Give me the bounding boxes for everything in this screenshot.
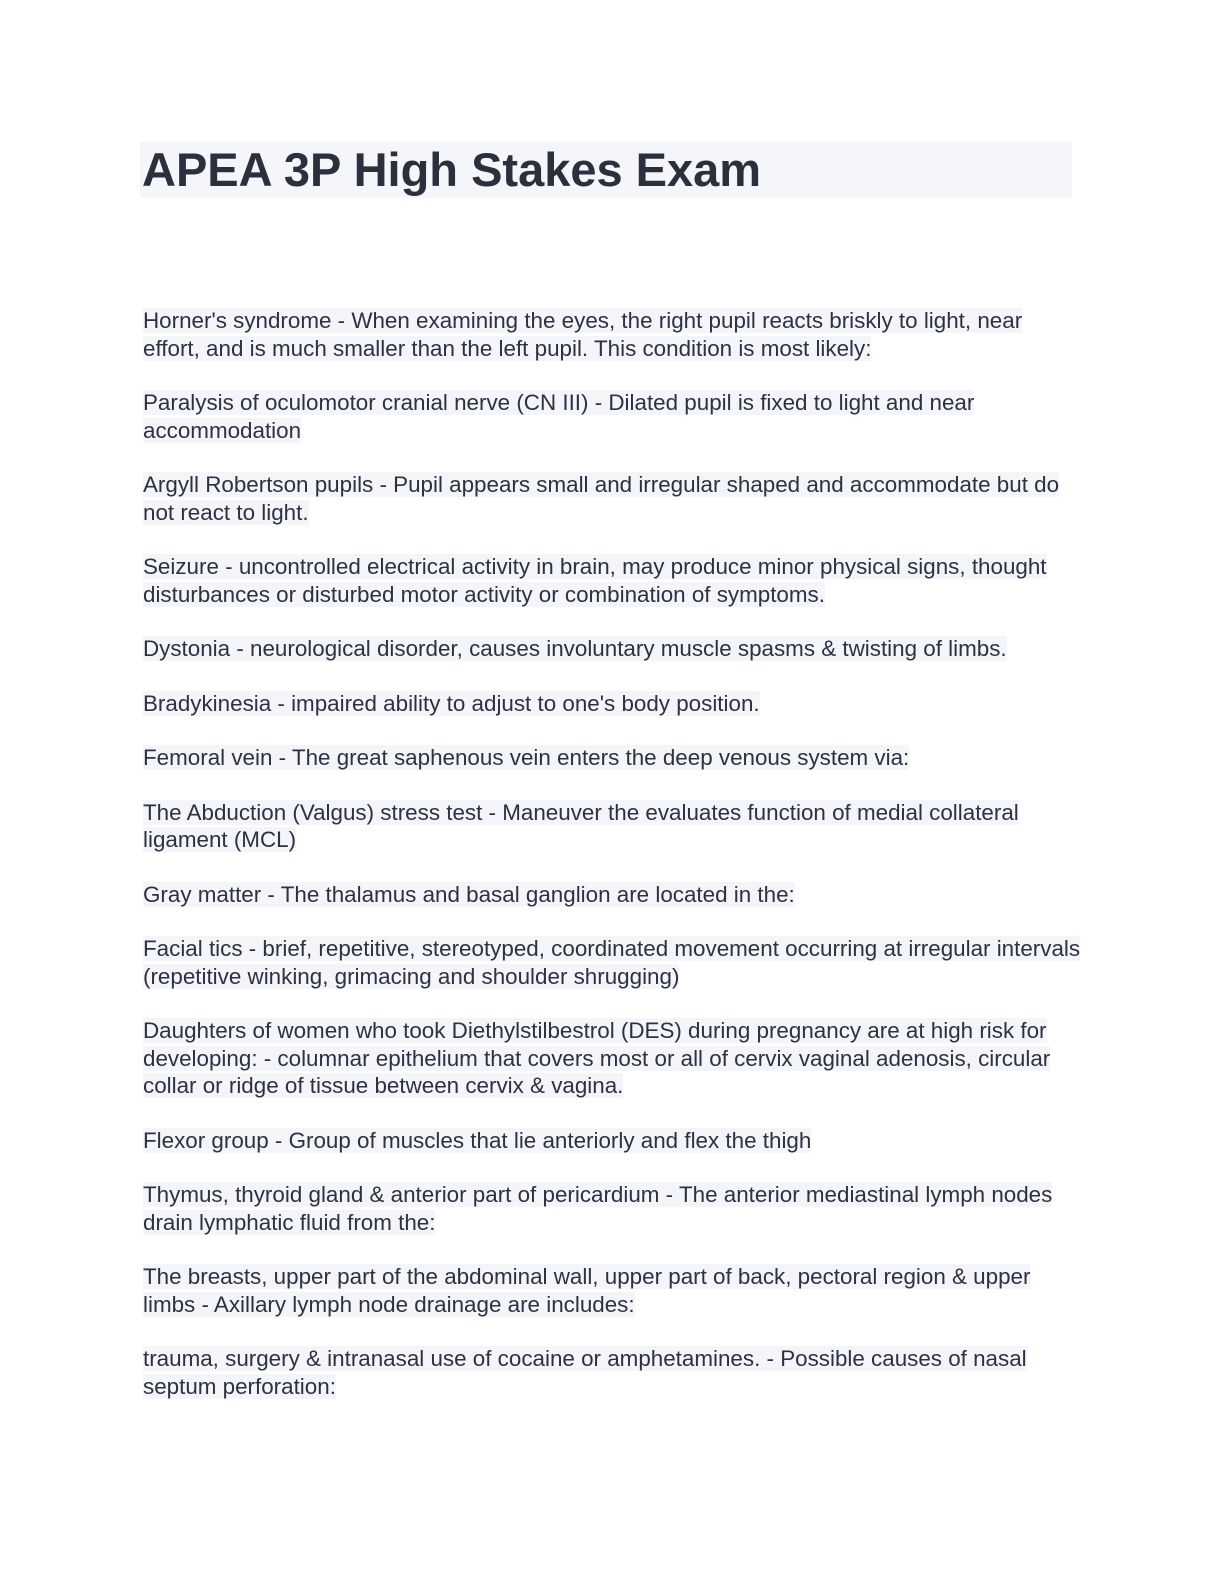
flashcard-text[interactable]: Paralysis of oculomotor cranial nerve (CN III) - Dilated pupil is fixed to light and near accommodation [143,390,975,443]
flashcard-entry [143,935,1083,990]
flashcard-entry [143,1345,1083,1400]
flashcard-entry [143,799,1083,854]
flashcard-entry [143,635,1083,663]
flashcard-entry [143,1127,1083,1155]
flashcard-entry [143,307,1083,362]
flashcard-entry [143,1263,1083,1318]
flashcard-text[interactable]: trauma, surgery & intranasal use of cocaine or amphetamines. - Possible causes of nasal septum perforation: [143,1346,1027,1399]
flashcard-text[interactable]: Gray matter - The thalamus and basal ganglion are located in the: [143,881,795,907]
flashcard-entry [143,881,1083,909]
flashcard-text[interactable]: Bradykinesia - impaired ability to adjust to one's body position. [143,690,760,716]
flashcard-text[interactable]: Seizure - uncontrolled electrical activity in brain, may produce minor physical signs, thought disturbances or disturbed motor activity or combination of symptoms. [143,554,1047,607]
flashcard-text[interactable]: Argyll Robertson pupils - Pupil appears small and irregular shaped and accommodate but do not react to light. [143,472,1060,525]
flashcard-list [143,307,1083,1400]
flashcard-text[interactable]: The Abduction (Valgus) stress test - Maneuver the evaluates function of medial collateral ligament (MCL) [143,799,1019,852]
flashcard-text[interactable]: Facial tics - brief, repetitive, stereotyped, coordinated movement occurring at irregular intervals (repetitive winking, grimacing and shoulder shrugging) [143,936,1081,989]
flashcard-text[interactable]: Femoral vein - The great saphenous vein enters the deep venous system via: [143,745,910,770]
flashcard-entry [143,1017,1083,1100]
flashcard-text[interactable]: Daughters of women who took Diethylstilbestrol (DES) during pregnancy are at high risk for developing: - columnar epithelium that covers most or all of cervix vaginal adenosis, circular collar or ridge of tissue between cervix & vagina. [143,1018,1051,1098]
flashcard-entry [143,690,1083,718]
flashcard-text[interactable]: Flexor group - Group of muscles that lie anteriorly and flex the thigh [143,1127,812,1153]
flashcard-entry [143,744,1083,772]
flashcard-text[interactable]: Horner's syndrome - When examining the eyes, the right pupil reacts briskly to light, near effort, and is much smaller than the left pupil. This condition is most likely: [143,308,1023,361]
flashcard-entry [143,553,1083,608]
document-title: APEA 3P High Stakes Exam [142,143,762,196]
flashcard-text[interactable]: Dystonia - neurological disorder, causes involuntary muscle spasms & twisting of limbs. [143,636,1007,661]
flashcard-text[interactable]: Thymus, thyroid gland & anterior part of pericardium - The anterior mediastinal lymph nodes drain lymphatic fluid from the: [143,1182,1053,1235]
flashcard-entry [143,1181,1083,1236]
flashcard-text[interactable]: The breasts, upper part of the abdominal wall, upper part of back, pectoral region & upper limbs - Axillary lymph node drainage are includes: [143,1264,1031,1317]
flashcard-entry [143,471,1083,526]
flashcard-entry [143,389,1083,444]
